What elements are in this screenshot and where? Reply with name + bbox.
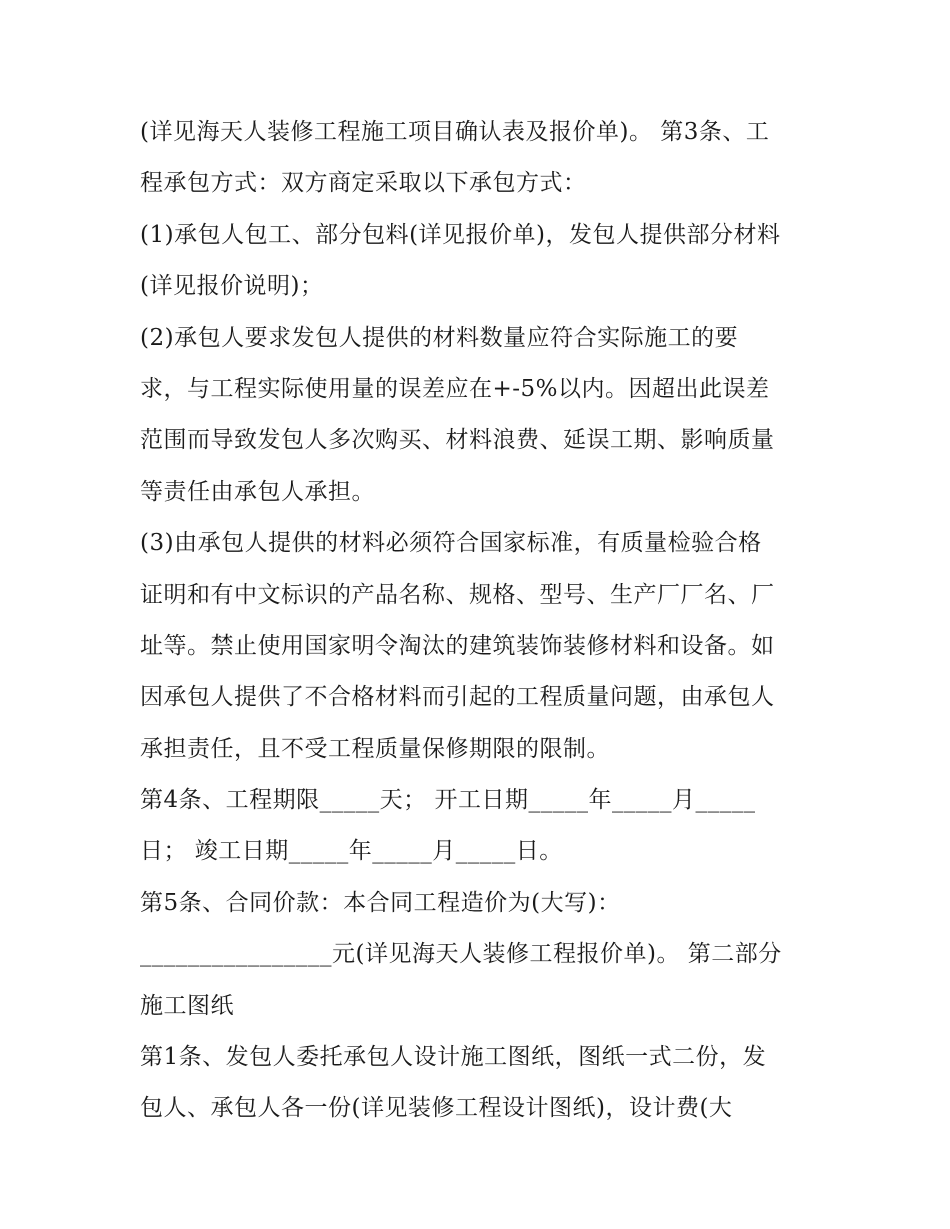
text-line: (3)由承包人提供的材料必须符合国家标准，有质量检验合格 [140, 530, 762, 557]
text-line: 承担责任，且不受工程质量保修期限的限制。 [140, 735, 610, 762]
text-line: 因承包人提供了不合格材料而引起的工程质量问题，由承包人 [140, 684, 775, 711]
text-line: 第5条、合同价款：本合同工程造价为(大写)： [140, 889, 621, 916]
text-line: 程承包方式：双方商定采取以下承包方式： [140, 170, 587, 197]
contract-text [140, 107, 820, 1135]
text-line: 求，与工程实际使用量的误差应在+-5%以内。因超出此误差 [140, 375, 770, 402]
text-line: (1)承包人包工、部分包料(详见报价单)，发包人提供部分材料 [140, 221, 781, 248]
text-line: (详见海天人装修工程施工项目确认表及报价单)。 第3条、工 [140, 119, 770, 145]
text-line: (2)承包人要求发包人提供的材料数量应符合实际施工的要 [140, 324, 739, 351]
text-line: 等责任由承包人承担。 [140, 478, 375, 505]
text-line: 包人、承包人各一份(详见装修工程设计图纸)，设计费(大 [140, 1095, 733, 1122]
text-line: (详见报价说明)； [140, 273, 324, 300]
text-line: ________________元(详见海天人装修工程报价单)。 第二部分 [140, 941, 782, 968]
text-line: 范围而导致发包人多次购买、材料浪费、延误工期、影响质量 [140, 427, 775, 454]
text-line: 址等。禁止使用国家明令淘汰的建筑装饰装修材料和设备。如 [140, 632, 775, 659]
text-line: 证明和有中文标识的产品名称、规格、型号、生产厂厂名、厂 [140, 581, 775, 608]
text-line: 施工图纸 [140, 992, 234, 1019]
text-line: 第1条、发包人委托承包人设计施工图纸，图纸一式二份，发 [140, 1044, 767, 1071]
text-line: 第4条、工程期限_____天； 开工日期_____年_____月_____ [140, 787, 756, 814]
text-line: 日； 竣工日期_____年_____月_____日。 [140, 838, 563, 865]
